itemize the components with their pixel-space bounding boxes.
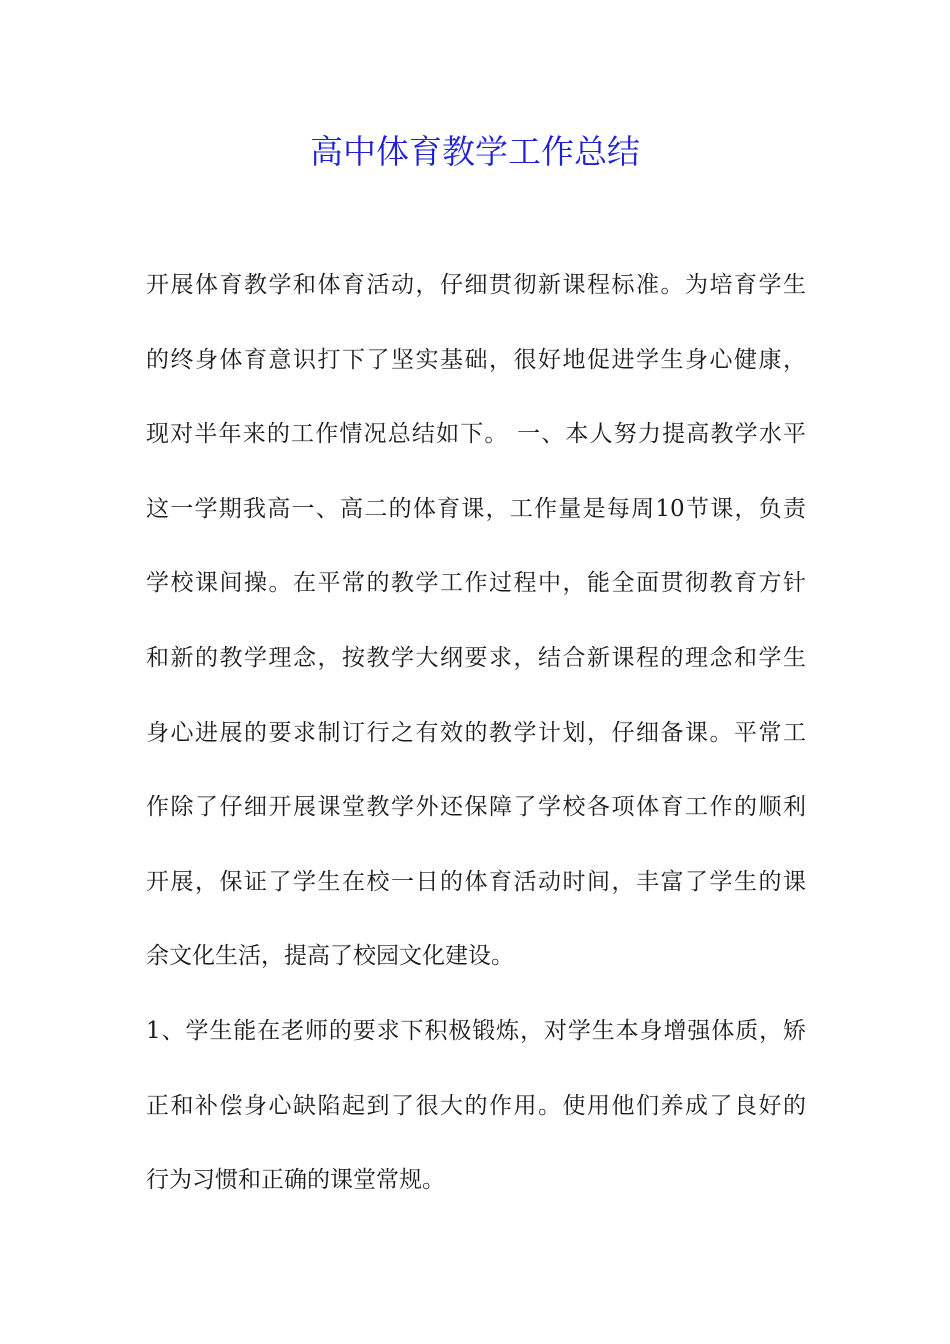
document-title: 高中体育教学工作总结 <box>310 132 640 171</box>
document-body <box>146 265 806 1235</box>
body-line: 学校课间操。在平常的教学工作过程中，能全面贯彻教育方针 <box>146 570 806 597</box>
body-line: 行为习惯和正确的课堂常规。 <box>146 1167 445 1194</box>
body-line: 余文化生活，提高了校园文化建设。 <box>146 943 514 970</box>
body-line: 现对半年来的工作情况总结如下。 一、本人努力提高教学水平 <box>146 421 806 448</box>
body-line: 正和补偿身心缺陷起到了很大的作用。使用他们养成了良好的 <box>146 1092 806 1119</box>
body-line: 作除了仔细开展课堂教学外还保障了学校各项体育工作的顺利 <box>146 794 806 821</box>
body-line: 和新的教学理念，按教学大纲要求，结合新课程的理念和学生 <box>146 644 806 671</box>
body-line: 的终身体育意识打下了坚实基础，很好地促进学生身心健康， <box>146 346 806 373</box>
body-line: 1、学生能在老师的要求下积极锻炼，对学生本身增强体质，矫 <box>146 1017 806 1044</box>
body-line: 这一学期我高一、高二的体育课，工作量是每周10节课，负责 <box>146 495 806 522</box>
body-line: 开展体育教学和体育活动，仔细贯彻新课程标准。为培育学生 <box>146 272 806 298</box>
body-line: 开展，保证了学生在校一日的体育活动时间，丰富了学生的课 <box>146 868 806 895</box>
body-line: 身心进展的要求制订行之有效的教学计划，仔细备课。平常工 <box>146 719 806 746</box>
